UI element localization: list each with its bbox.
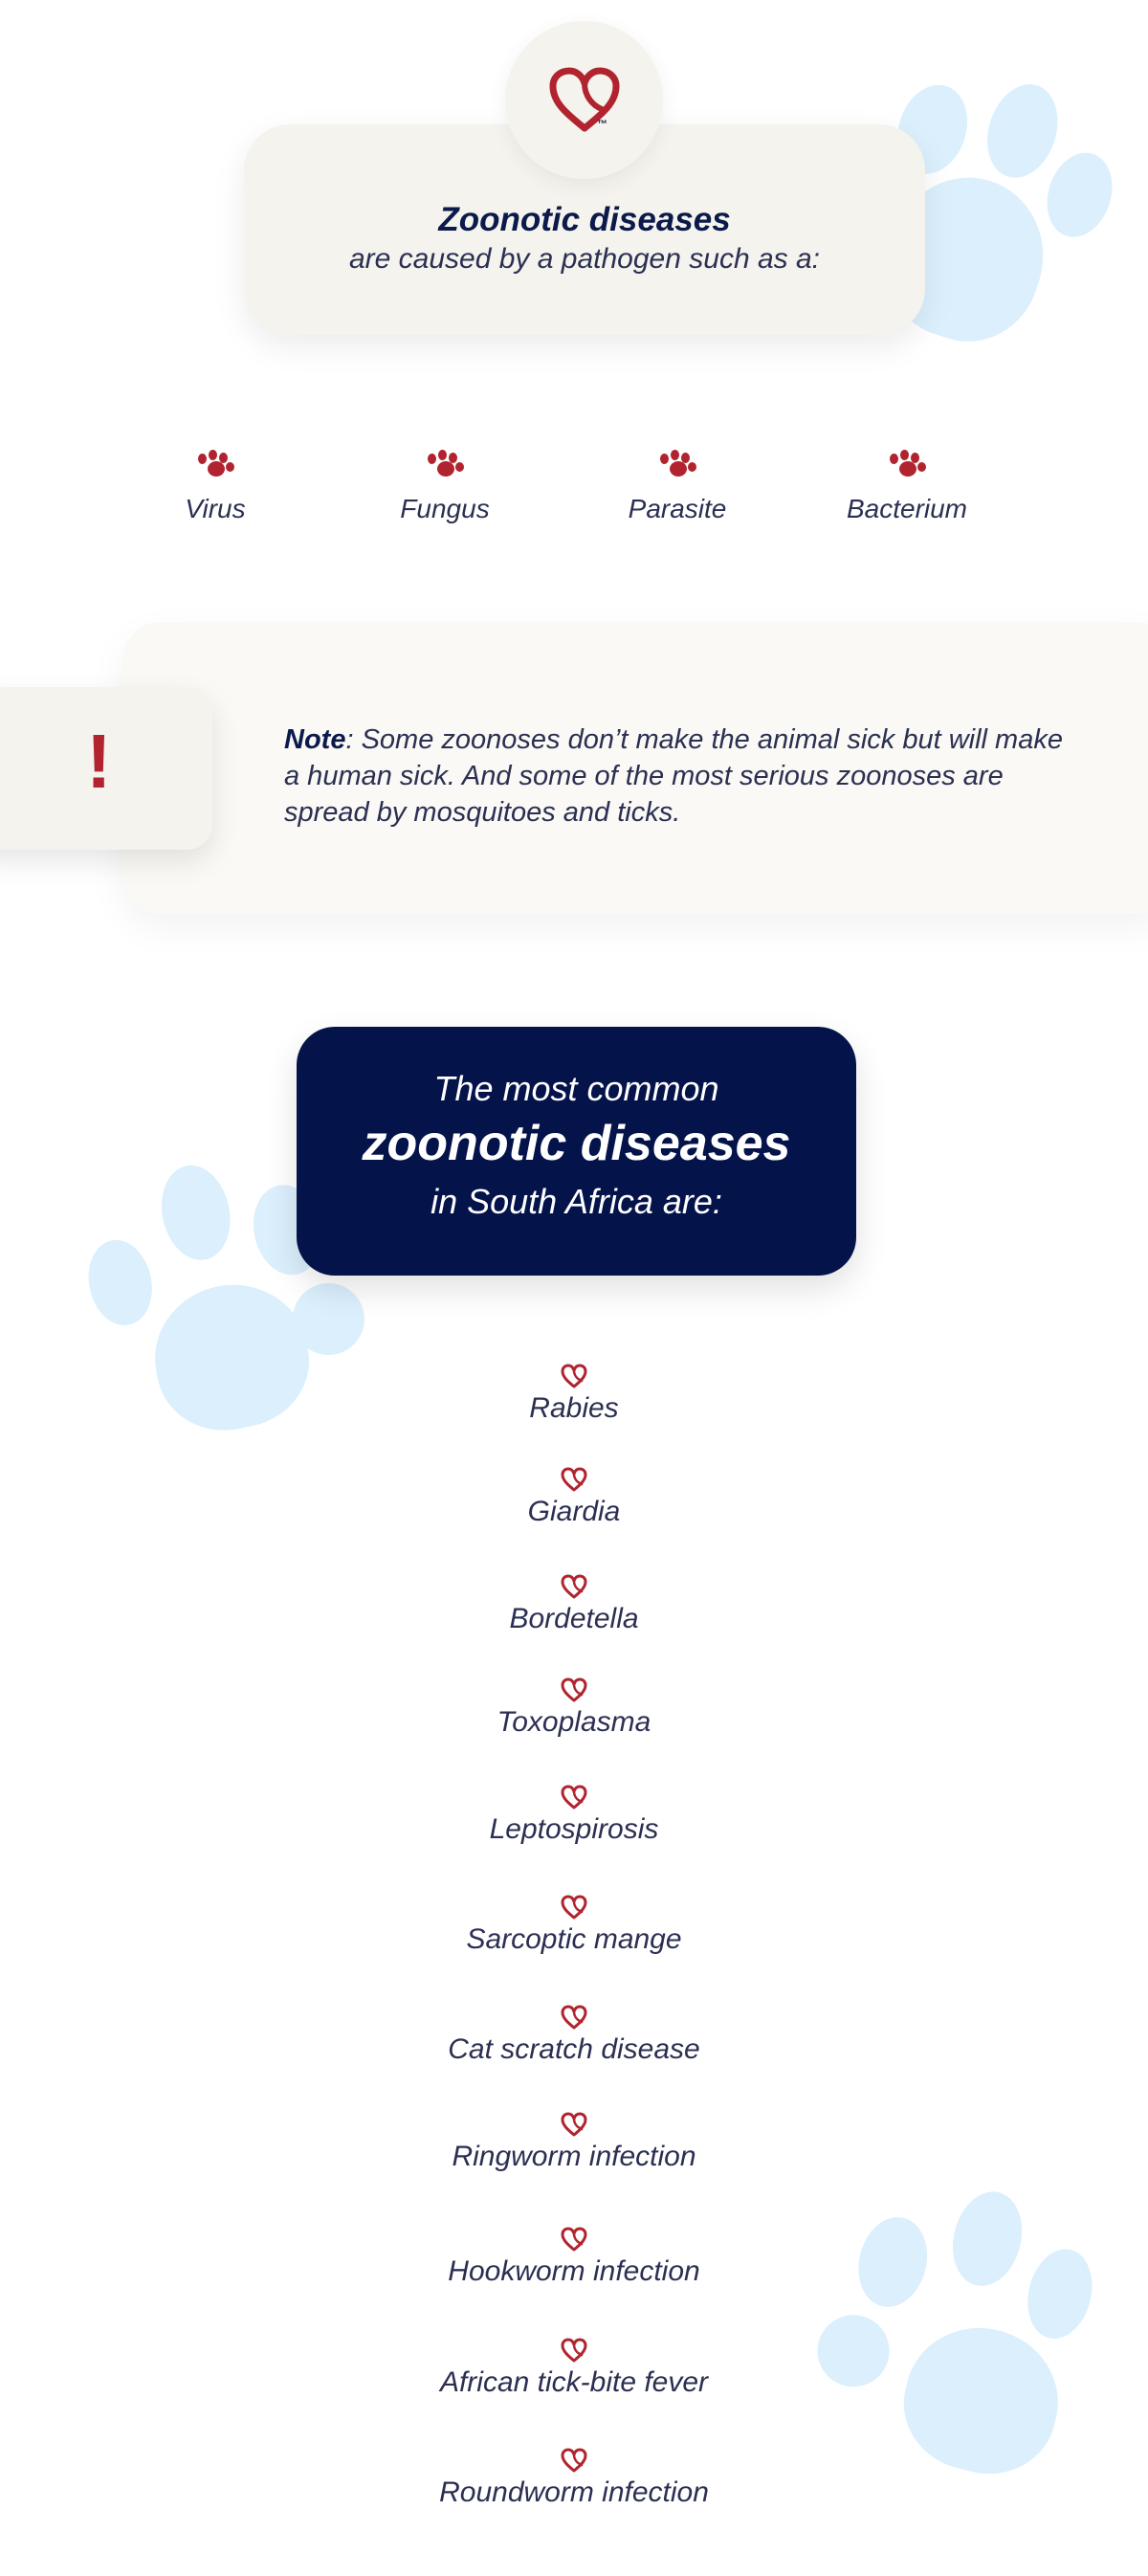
disease-label: Toxoplasma <box>497 1706 651 1738</box>
pathogen-label: Bacterium <box>846 494 968 523</box>
disease-label: Ringworm infection <box>452 2141 696 2172</box>
list-item <box>287 2338 861 2399</box>
disease-label: Cat scratch disease <box>448 2033 700 2065</box>
disease-label: Leptospirosis <box>489 1813 659 1845</box>
heart-icon <box>561 2112 587 2137</box>
note-text <box>284 722 1078 831</box>
heart-icon <box>561 1364 587 1388</box>
paw-icon <box>656 450 698 482</box>
list-item <box>287 1364 861 1425</box>
heart-icon <box>561 1467 587 1492</box>
heart-icon <box>561 2448 587 2473</box>
paw-icon <box>424 450 466 482</box>
disease-label: Rabies <box>529 1392 619 1424</box>
heart-icon <box>561 2005 587 2030</box>
pathogen-label: Fungus <box>400 494 490 523</box>
heart-icon <box>561 2227 587 2252</box>
disease-label: Giardia <box>527 1496 621 1527</box>
logo-badge <box>505 21 663 179</box>
heart-icon <box>561 1785 587 1810</box>
page-title: Zoonotic diseases <box>438 201 731 238</box>
disease-label: Hookworm infection <box>448 2255 700 2287</box>
banner-line-2: zoonotic diseases <box>362 1116 791 1171</box>
list-item <box>287 1895 861 1956</box>
disease-label: Roundworm infection <box>439 2476 709 2508</box>
heart-icon <box>561 1677 587 1702</box>
heart-icon <box>561 2338 587 2363</box>
banner-line-3: in South Africa are: <box>430 1182 722 1221</box>
list-item <box>287 1677 861 1739</box>
list-item <box>287 2227 861 2288</box>
heart-logo-icon <box>549 67 620 132</box>
pathogen-parasite <box>572 450 783 524</box>
list-item <box>287 2112 861 2173</box>
list-item <box>287 2005 861 2066</box>
disease-label: African tick-bite fever <box>439 2366 709 2398</box>
pathogen-label: Parasite <box>628 494 727 523</box>
paw-icon <box>194 450 236 482</box>
disease-label: Bordetella <box>509 1603 639 1634</box>
paw-icon <box>886 450 928 482</box>
heart-icon <box>561 1895 587 1920</box>
note-badge <box>0 687 212 850</box>
pathogen-fungus <box>340 450 550 524</box>
page-subtitle: are caused by a pathogen such as a: <box>348 243 820 275</box>
pathogen-virus <box>110 450 320 524</box>
list-item <box>287 1467 861 1528</box>
note-label: Note <box>284 724 346 755</box>
common-diseases-banner <box>297 1027 856 1276</box>
note-body: : Some zoonoses don’t make the animal sick but will make a human sick. And some of the most serious zoonoses are spread by mosquitoes and ticks. <box>284 724 1063 828</box>
exclamation-icon: ! <box>86 719 112 804</box>
pathogen-label: Virus <box>185 494 246 523</box>
pathogen-bacterium <box>802 450 1012 524</box>
banner-line-1: The most common <box>433 1069 719 1108</box>
trademark-mark: ™ <box>597 119 607 130</box>
list-item <box>287 1574 861 1635</box>
heart-icon <box>561 1574 587 1599</box>
disease-label: Sarcoptic mange <box>466 1923 682 1955</box>
list-item <box>287 1785 861 1846</box>
list-item <box>287 2448 861 2509</box>
